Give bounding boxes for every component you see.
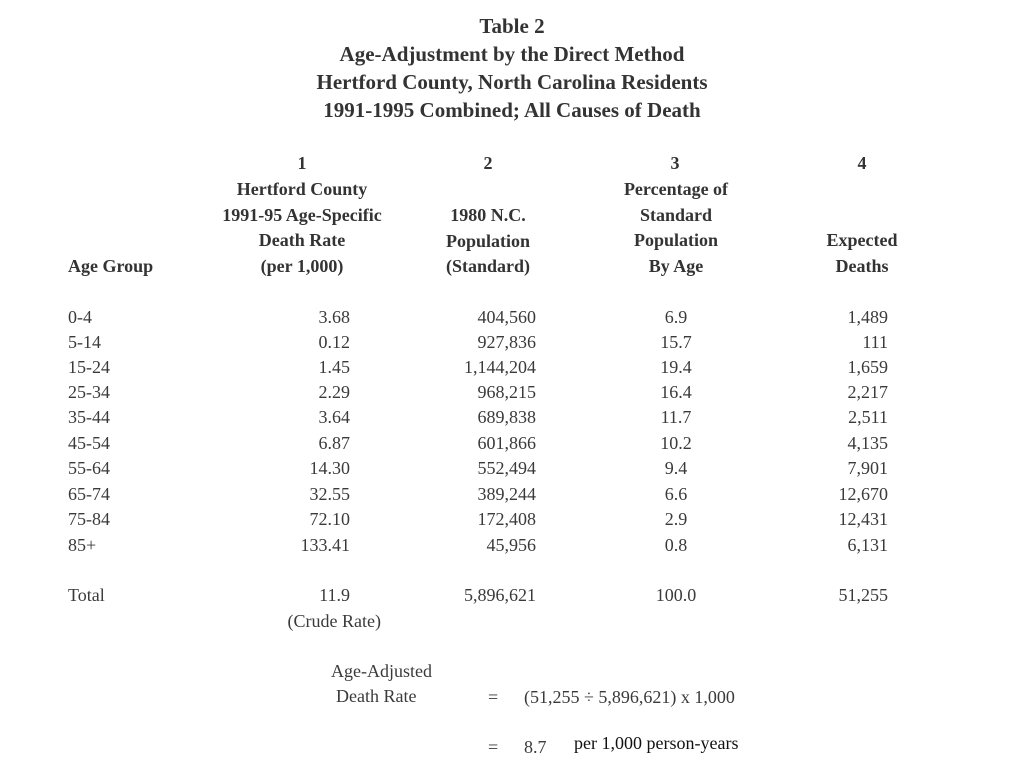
column-3-header-line: By Age (648, 255, 704, 276)
age-cell: 85+ (68, 535, 97, 555)
expected-deaths-cell: 1,489 (847, 307, 888, 327)
percentage-cell: 9.4 (664, 458, 688, 478)
population-cell: 404,560 (477, 307, 536, 327)
expected-deaths-cell: 12,670 (838, 484, 888, 504)
column-number-4: 4 (857, 153, 867, 173)
column-4-header-line: Deaths (835, 255, 889, 276)
table-row (0, 405, 1024, 430)
age-cell: 0-4 (68, 307, 92, 327)
expected-deaths-cell: 12,431 (838, 509, 888, 529)
population-cell: 552,494 (477, 458, 536, 478)
title-line-2: Age-Adjustment by the Direct Method (339, 42, 685, 66)
column-3-header-line: Percentage of (623, 179, 729, 199)
equals-sign-2: = (488, 737, 499, 757)
column-3-header (586, 177, 766, 279)
table-row (0, 355, 1024, 380)
age-cell: 65-74 (68, 484, 110, 504)
population-cell: 172,408 (477, 509, 536, 529)
table-row (0, 507, 1024, 532)
rate-cell: 6.87 (318, 433, 350, 453)
percentage-cell: 2.9 (664, 509, 688, 529)
column-number-1: 1 (297, 153, 307, 173)
expected-deaths-cell: 1,659 (847, 357, 888, 377)
expected-deaths-cell: 6,131 (847, 535, 888, 555)
percentage-cell: 10.2 (660, 433, 692, 453)
column-1-header-line: Hertford County (236, 179, 368, 199)
expected-deaths-cell: 2,511 (848, 407, 888, 427)
total-row (0, 583, 1024, 608)
column-1-header (182, 177, 422, 279)
expected-deaths-cell: 2,217 (847, 382, 888, 402)
expected-deaths-cell: 7,901 (847, 458, 888, 478)
column-2-header-line: (Standard) (445, 256, 530, 276)
column-2-header (408, 203, 568, 280)
table-title (0, 12, 1024, 124)
age-cell: 5-14 (68, 332, 101, 352)
age-group-header: Age Group (68, 256, 154, 276)
table-row (0, 380, 1024, 405)
table-row (0, 330, 1024, 355)
crude-rate-note-row (0, 609, 1024, 634)
column-3-header-line: Population (633, 230, 719, 250)
rate-cell: 1.45 (318, 357, 350, 377)
percentage-cell: 15.7 (660, 332, 692, 352)
total-population-cell: 5,896,621 (464, 585, 536, 605)
age-cell: 75-84 (68, 509, 110, 529)
percentage-cell: 19.4 (660, 357, 692, 377)
population-cell: 45,956 (486, 535, 536, 555)
rate-cell: 3.68 (318, 307, 350, 327)
percentage-cell: 11.7 (660, 407, 692, 427)
result-unit: per 1,000 person-years (574, 733, 739, 753)
percentage-cell: 16.4 (660, 382, 692, 402)
table-row (0, 305, 1024, 330)
total-label: Total (68, 585, 105, 605)
population-cell: 927,836 (477, 332, 536, 352)
rate-cell: 72.10 (309, 509, 350, 529)
table-row (0, 456, 1024, 481)
percentage-cell: 6.9 (664, 307, 688, 327)
column-2-header-line: 1980 N.C. (450, 205, 526, 225)
rate-cell: 0.12 (318, 332, 350, 352)
rate-cell: 32.55 (309, 484, 350, 504)
expected-deaths-cell: 111 (862, 332, 888, 352)
age-adjusted-result: 8.7 (524, 737, 547, 757)
column-number-2: 2 (483, 153, 493, 173)
column-1-header-line: Death Rate (258, 230, 346, 250)
population-cell: 389,244 (477, 484, 536, 504)
title-line-1: Table 2 (479, 14, 545, 38)
rate-cell: 14.30 (309, 458, 350, 478)
population-cell: 1,144,204 (464, 357, 536, 377)
rate-cell: 133.41 (300, 535, 350, 555)
title-line-3: Hertford County, North Carolina Residents (316, 70, 708, 94)
column-4-header (792, 228, 932, 279)
population-cell: 968,215 (477, 382, 536, 402)
total-expected-deaths-cell: 51,255 (838, 585, 888, 605)
column-4-header-line: Expected (826, 230, 898, 250)
title-line-4: 1991-1995 Combined; All Causes of Death (323, 98, 701, 122)
column-number-3: 3 (670, 153, 680, 173)
total-rate-cell: 11.9 (319, 585, 350, 605)
table-row (0, 482, 1024, 507)
formula-expression: (51,255 ÷ 5,896,621) x 1,000 (524, 687, 735, 707)
age-cell: 15-24 (68, 357, 110, 377)
rate-cell: 2.29 (318, 382, 350, 402)
equals-sign-1: = (488, 687, 499, 707)
column-3-header-line: Standard (639, 204, 713, 225)
total-percentage-cell: 100.0 (655, 585, 697, 605)
age-adjusted-label-line-1: Age-Adjusted (331, 661, 432, 681)
rate-cell: 3.64 (318, 407, 350, 427)
age-adjusted-label-line-2: Death Rate (336, 686, 417, 706)
age-cell: 55-64 (68, 458, 110, 478)
age-cell: 35-44 (68, 407, 110, 427)
age-cell: 25-34 (68, 382, 110, 402)
table-row (0, 431, 1024, 456)
column-2-header-line: Population (445, 230, 531, 251)
population-cell: 689,838 (477, 407, 536, 427)
age-cell: 45-54 (68, 433, 110, 453)
expected-deaths-cell: 4,135 (847, 433, 888, 453)
column-1-header-line: 1991-95 Age-Specific (222, 204, 382, 225)
population-cell: 601,866 (477, 433, 536, 453)
percentage-cell: 0.8 (664, 535, 688, 555)
crude-rate-note: (Crude Rate) (287, 611, 381, 631)
column-1-header-line: (per 1,000) (260, 255, 344, 276)
table-row (0, 533, 1024, 558)
percentage-cell: 6.6 (664, 484, 688, 504)
